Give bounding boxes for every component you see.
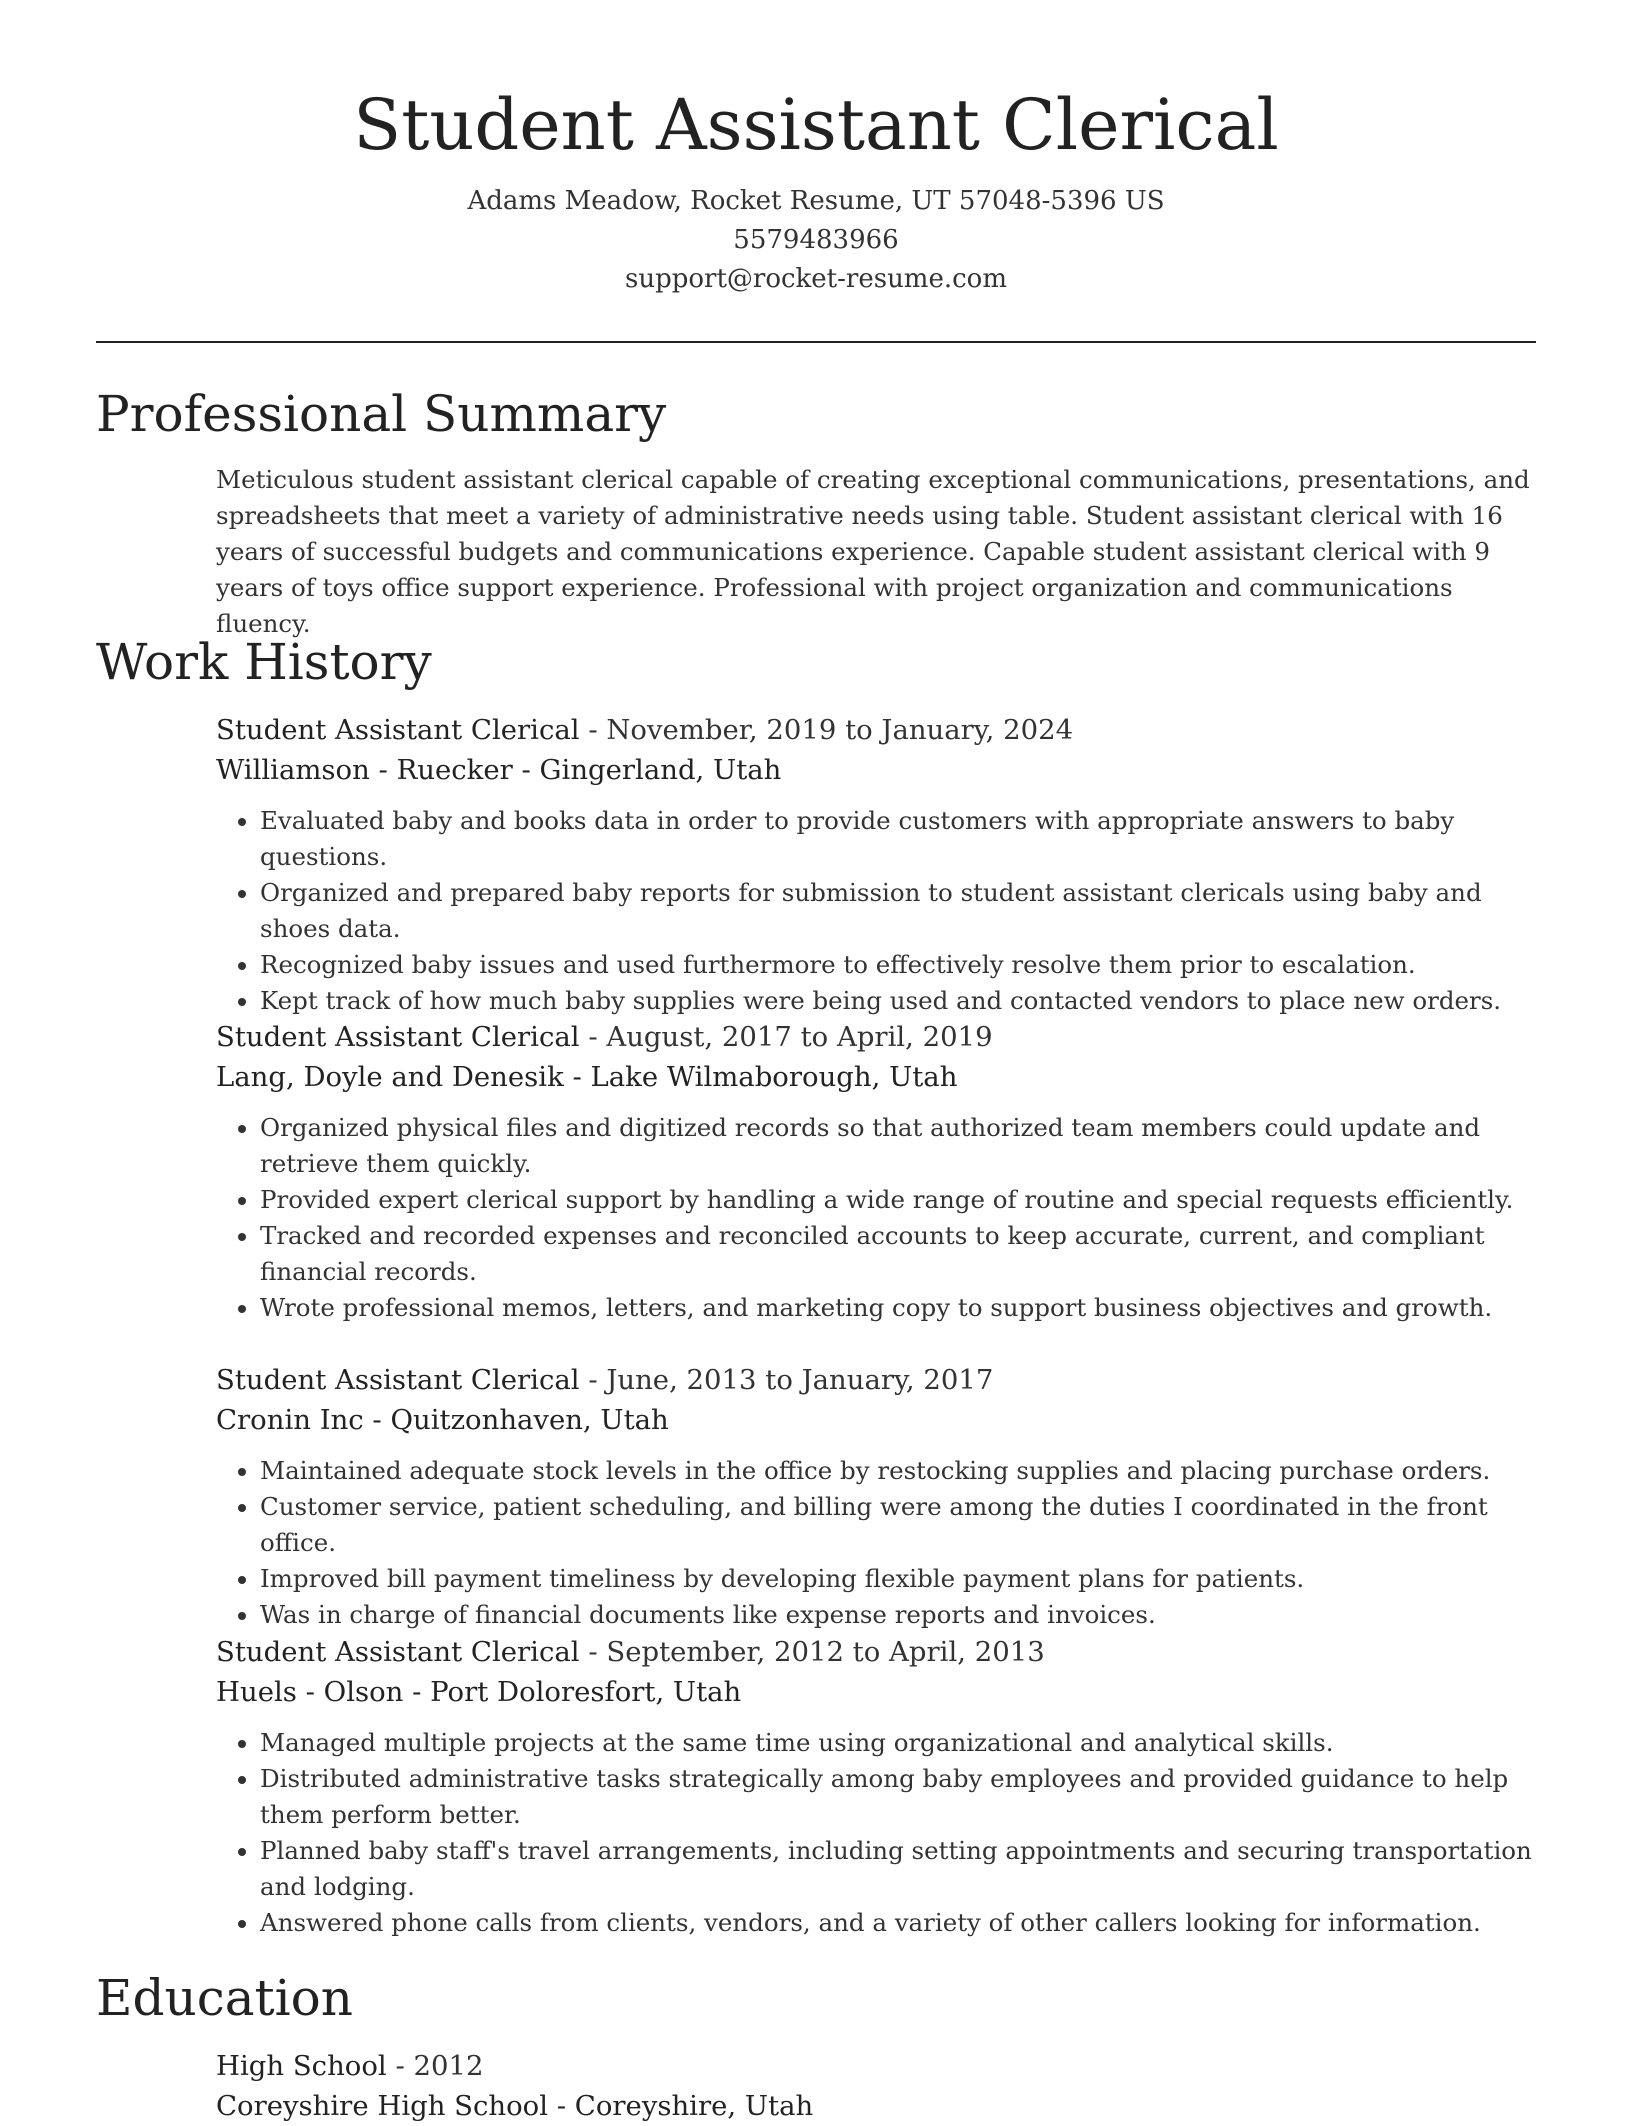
job-dates: - September, 2012 to April, 2013 [579, 1636, 1045, 1668]
education-school: Coreyshire High School [216, 2090, 549, 2122]
job-location: - Lake Wilmaborough, Utah [563, 1061, 958, 1093]
job-bullet: • Kept track of how much baby supplies were being used and contacted vendors to place new orders. [260, 983, 1536, 1019]
job-role: Student Assistant Clerical [216, 1021, 580, 1053]
job-bullet: • Maintained adequate stock levels in the office by restocking supplies and placing purchase orders. [260, 1453, 1536, 1489]
work-history-heading: Work History [96, 633, 432, 691]
job-employer-line [216, 1057, 1536, 1097]
contact-email: support@rocket-resume.com [624, 264, 1007, 294]
summary-text: Meticulous student assistant clerical capable of creating exceptional communications, presentations, and spreadsheets that meet a variety of administrative needs using table. Student assistant clerical with 16 years of successful budgets and communications experience. Capable student assistant clerical with 9 years of toys office support experience. Professional with project organization and communications fluency. [216, 465, 1530, 638]
job-title-line [216, 1360, 1536, 1400]
job-role: Student Assistant Clerical [216, 714, 580, 746]
job-location: - Quitzonhaven, Utah [363, 1404, 669, 1436]
job-bullets [216, 803, 1536, 1019]
job-bullet: • Tracked and recorded expenses and reconciled accounts to keep accurate, current, and compliant financial records. [260, 1218, 1536, 1290]
job-entry [216, 1632, 1536, 1941]
resume-header [96, 80, 1536, 299]
job-bullets [216, 1725, 1536, 1941]
job-role: Student Assistant Clerical [216, 1364, 580, 1396]
job-employer-line [216, 750, 1536, 790]
job-entry [216, 1017, 1536, 1326]
job-location: - Gingerland, Utah [512, 754, 782, 786]
job-employer-line [216, 1672, 1536, 1712]
job-employer: Cronin Inc [216, 1404, 364, 1436]
job-title-line [216, 1017, 1536, 1057]
contact-address: Adams Meadow, Rocket Resume, UT 57048-5396 US [467, 186, 1165, 216]
education-heading: Education [96, 1969, 353, 2027]
job-entry [216, 710, 1536, 1019]
education-year: - 2012 [386, 2050, 484, 2082]
job-bullets [216, 1453, 1536, 1633]
job-bullets [216, 1110, 1536, 1326]
job-bullet: • Was in charge of financial documents like expense reports and invoices. [260, 1597, 1536, 1633]
job-role: Student Assistant Clerical [216, 1636, 580, 1668]
education-degree: High School [216, 2050, 387, 2082]
job-bullet: • Provided expert clerical support by handling a wide range of routine and special requests efficiently. [260, 1182, 1536, 1218]
job-bullet: • Distributed administrative tasks strategically among baby employees and provided guidance to help them perform better. [260, 1761, 1536, 1833]
job-dates: - June, 2013 to January, 2017 [579, 1364, 994, 1396]
job-bullet: • Answered phone calls from clients, vendors, and a variety of other callers looking for information. [260, 1905, 1536, 1941]
job-bullet: • Improved bill payment timeliness by developing flexible payment plans for patients. [260, 1561, 1536, 1597]
job-employer: Williamson - Ruecker [216, 754, 513, 786]
job-bullet: • Customer service, patient scheduling, and billing were among the duties I coordinated in the front office. [260, 1489, 1536, 1561]
education-entry [216, 2046, 1536, 2126]
job-employer: Huels - Olson [216, 1676, 404, 1708]
job-bullet: • Managed multiple projects at the same time using organizational and analytical skills. [260, 1725, 1536, 1761]
job-dates: - August, 2017 to April, 2019 [579, 1021, 993, 1053]
job-entry [216, 1360, 1536, 1633]
education-school-line [216, 2086, 1536, 2126]
job-bullet: • Evaluated baby and books data in order to provide customers with appropriate answers to baby questions. [260, 803, 1536, 875]
header-divider [96, 341, 1536, 343]
job-bullet: • Organized physical files and digitized records so that authorized team members could update and retrieve them quickly. [260, 1110, 1536, 1182]
job-bullet: • Planned baby staff's travel arrangements, including setting appointments and securing transportation and lodging. [260, 1833, 1536, 1905]
summary-heading: Professional Summary [96, 385, 667, 443]
job-bullet: • Organized and prepared baby reports for submission to student assistant clericals using baby and shoes data. [260, 875, 1536, 947]
job-bullet: • Recognized baby issues and used furthermore to effectively resolve them prior to escalation. [260, 947, 1536, 983]
job-bullet: • Wrote professional memos, letters, and marketing copy to support business objectives and growth. [260, 1290, 1536, 1326]
education-degree-line [216, 2046, 1536, 2086]
job-location: - Port Doloresfort, Utah [403, 1676, 742, 1708]
job-title-line [216, 710, 1536, 750]
job-dates: - November, 2019 to January, 2024 [579, 714, 1074, 746]
job-title-line [216, 1632, 1536, 1672]
contact-phone: 5579483966 [733, 225, 899, 255]
candidate-name: Student Assistant Clerical [353, 84, 1279, 166]
job-employer: Lang, Doyle and Denesik [216, 1061, 564, 1093]
job-employer-line [216, 1400, 1536, 1440]
education-location: - Coreyshire, Utah [548, 2090, 814, 2122]
